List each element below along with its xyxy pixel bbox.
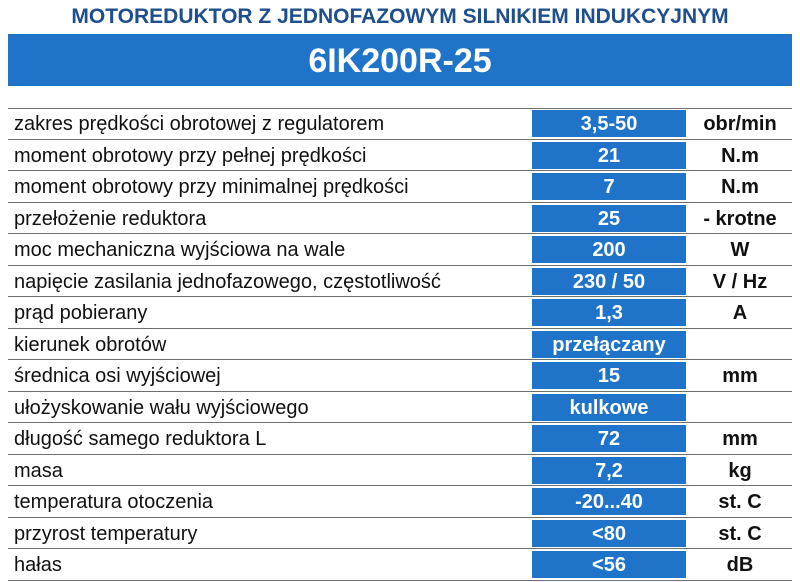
spec-unit: mm [722, 365, 758, 387]
spec-value: -20...40 [532, 488, 686, 515]
spec-value: 230 / 50 [532, 268, 686, 295]
spec-value: kulkowe [532, 394, 686, 421]
spec-row-mechanical-power [8, 234, 792, 266]
spec-row-ambient-temperature [8, 486, 792, 518]
spec-unit: - krotne [703, 207, 777, 230]
spec-row-rotation-direction [8, 329, 792, 361]
spec-unit: dB [726, 554, 754, 576]
spec-label: kierunek obrotów [14, 333, 167, 356]
document-title: MOTOREDUKTOR Z JEDNOFAZOWYM SILNIKIEM INDUKCYJNYM [71, 5, 729, 28]
spec-row-current [8, 297, 792, 329]
spec-row-shaft-diameter [8, 360, 792, 392]
spec-value: 3,5-50 [532, 110, 686, 137]
spec-label: napięcie zasilania jednofazowego, częstotliwość [14, 270, 441, 293]
spec-label: przyrost temperatury [14, 522, 198, 545]
spec-row-mass [8, 455, 792, 487]
spec-value: 7,2 [532, 457, 686, 484]
spec-value: <56 [532, 551, 686, 578]
spec-value: 15 [532, 362, 686, 389]
spec-label: temperatura otoczenia [14, 491, 214, 513]
spec-row-gear-ratio [8, 203, 792, 235]
spec-row-reducer-length [8, 423, 792, 455]
spec-label: hałas [14, 554, 62, 576]
spec-value: przełączany [532, 331, 686, 358]
spec-row-shaft-bearing [8, 392, 792, 424]
spec-value: 7 [532, 173, 686, 200]
spec-label: prąd pobierany [14, 302, 148, 324]
spec-label: średnica osi wyjściowej [14, 365, 221, 387]
spec-label: moment obrotowy przy minimalnej prędkości [14, 176, 409, 198]
spec-row-torque-full-speed [8, 140, 792, 172]
spec-unit: N.m [721, 176, 759, 198]
spec-unit: st. C [718, 491, 762, 513]
spec-unit: st. C [718, 522, 762, 545]
spec-unit: W [730, 239, 750, 261]
spec-row-noise [8, 549, 792, 581]
spec-label: masa [14, 459, 63, 482]
model-name-banner: 6IK200R-25 [8, 34, 792, 86]
spec-row-temperature-rise [8, 518, 792, 550]
spec-unit: mm [722, 428, 758, 450]
spec-unit [688, 329, 792, 361]
spec-unit: kg [728, 459, 752, 482]
spec-label: moment obrotowy przy pełnej prędkości [14, 144, 367, 167]
spec-value: 21 [532, 142, 686, 169]
spec-row-torque-min-speed [8, 171, 792, 203]
spec-value: 72 [532, 425, 686, 452]
spec-unit: A [732, 302, 748, 324]
spec-label: długość samego reduktora L [14, 428, 267, 450]
spec-unit: V / Hz [712, 270, 768, 293]
specification-table [8, 108, 792, 581]
spec-label: ułożyskowanie wału wyjściowego [14, 396, 309, 419]
spec-label: przełożenie reduktora [14, 207, 207, 230]
spec-label: moc mechaniczna wyjściowa na wale [14, 239, 346, 261]
spec-value: 1,3 [532, 299, 686, 326]
spec-unit [688, 392, 792, 424]
spec-label: zakres prędkości obrotowej z regulatorem [14, 113, 385, 135]
spec-unit: obr/min [703, 113, 777, 135]
spec-unit: N.m [721, 144, 759, 167]
spec-row-supply-voltage [8, 266, 792, 298]
spec-value: 200 [532, 236, 686, 263]
spec-value: 25 [532, 205, 686, 232]
spec-row-speed-range [8, 108, 792, 140]
spec-value: <80 [532, 520, 686, 547]
